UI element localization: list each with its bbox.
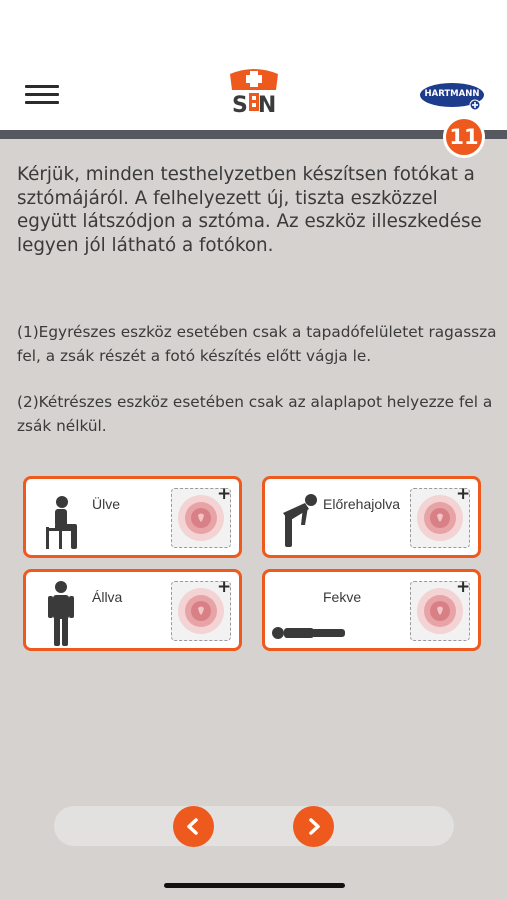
position-label: Fekve xyxy=(323,589,362,605)
add-photo-icon[interactable]: + xyxy=(456,484,471,504)
logo-text: SN xyxy=(232,93,287,118)
position-card-bending[interactable] xyxy=(262,476,481,558)
hamburger-menu-icon[interactable] xyxy=(25,85,59,105)
sitting-person-icon xyxy=(40,495,84,551)
add-photo-icon[interactable]: + xyxy=(217,484,232,504)
add-photo-icon[interactable]: + xyxy=(217,577,232,597)
standing-person-icon xyxy=(46,580,76,648)
position-card-sitting[interactable] xyxy=(23,476,242,558)
position-label: Ülve xyxy=(92,496,121,512)
note-one-piece: (1)Egyrészes eszköz esetében csak a tapadófelületet ragassza fel, a zsák részét a fotó készítés előtt vágja le. xyxy=(17,323,497,365)
app-header xyxy=(0,0,507,130)
brand-name: HARTMANN xyxy=(424,89,480,99)
step-badge: 11 xyxy=(443,116,485,158)
progress-bar xyxy=(0,130,507,139)
home-indicator[interactable] xyxy=(164,883,345,888)
position-label: Állva xyxy=(92,589,123,605)
position-label: Előrehajolva xyxy=(323,496,401,512)
position-card-standing[interactable] xyxy=(23,569,242,651)
position-card-lying[interactable] xyxy=(262,569,481,651)
bottom-nav-bar xyxy=(54,806,454,846)
bending-person-icon xyxy=(275,491,319,549)
add-photo-icon[interactable]: + xyxy=(456,577,471,597)
chevron-left-icon xyxy=(185,817,202,836)
chevron-right-icon xyxy=(305,817,322,836)
instruction-text: Kérjük, minden testhelyzetben készítsen fotókat a sztómájáról. A felhelyezett új, tiszta eszközzel együtt látszódjon a sztóma. Az eszköz illeszkedése legyen jól látható a fotókon. xyxy=(17,164,482,256)
next-button[interactable] xyxy=(293,806,334,847)
note-two-piece: (2)Kétrészes eszköz esetében csak az alaplapot helyezze fel a zsák nélkül. xyxy=(17,393,493,435)
lying-person-icon xyxy=(271,624,347,642)
previous-button[interactable] xyxy=(173,806,214,847)
